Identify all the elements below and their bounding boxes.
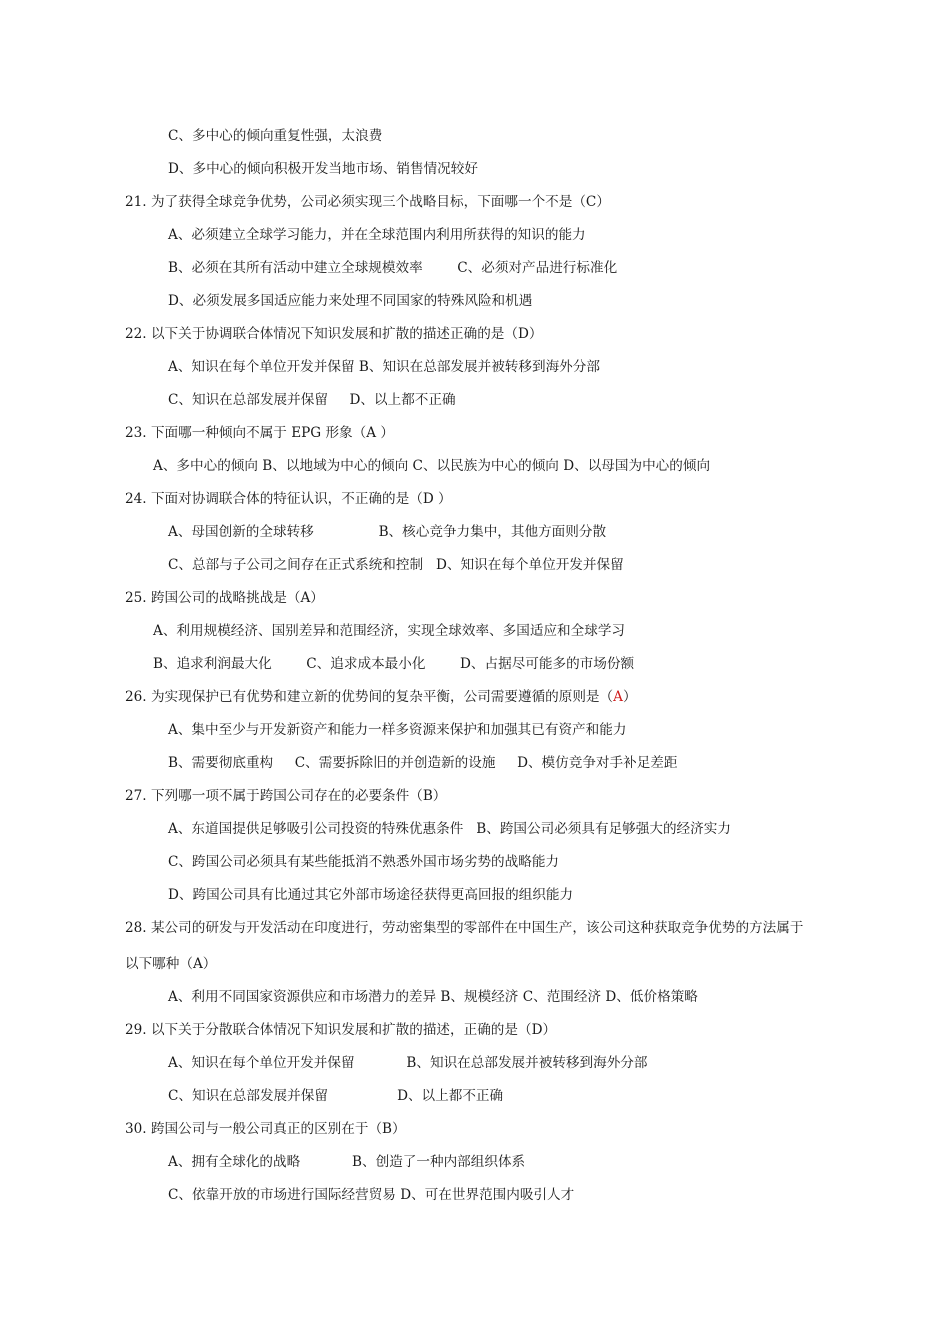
option-line: C、总部与子公司之间存在正式系统和控制 D、知识在每个单位开发并保留: [168, 557, 624, 573]
option-line: A、必须建立全球学习能力，并在全球范围内利用所获得的知识的能力: [168, 227, 586, 243]
option-line: C、知识在总部发展并保留 D、以上都不正确: [168, 392, 456, 408]
option-line: C、知识在总部发展并保留 D、以上都不正确: [168, 1088, 504, 1104]
option-line: D、必须发展多国适应能力来处理不同国家的特殊风险和机遇: [168, 293, 533, 309]
question-29: 29. 以下关于分散联合体情况下知识发展和扩散的描述，正确的是（D）: [125, 1022, 557, 1038]
question-30: 30. 跨国公司与一般公司真正的区别在于（B）: [125, 1121, 406, 1137]
option-line: D、跨国公司具有比通过其它外部市场途径获得更高回报的组织能力: [168, 887, 574, 903]
question-26-text: 26. 为实现保护已有优势和建立新的优势间的复杂平衡，公司需要遵循的原则是（: [125, 689, 614, 705]
option-line: B、追求利润最大化 C、追求成本最小化 D、占据尽可能多的市场份额: [153, 656, 635, 672]
question-27: 27. 下列哪一项不属于跨国公司存在的必要条件（B）: [125, 788, 447, 804]
option-line: A、多中心的倾向 B、以地域为中心的倾向 C、以民族为中心的倾向 D、以母国为中心的倾向: [153, 458, 711, 474]
question-23: 23. 下面哪一种倾向不属于 EPG 形象（A ）: [125, 425, 394, 441]
option-line: A、知识在每个单位开发并保留 B、知识在总部发展并被转移到海外分部: [168, 359, 600, 375]
question-21: 21. 为了获得全球竞争优势，公司必须实现三个战略目标，下面哪一个不是（C）: [125, 194, 610, 210]
option-line: A、东道国提供足够吸引公司投资的特殊优惠条件 B、跨国公司必须具有足够强大的经济实力: [168, 821, 731, 837]
question-28-cont: 以下哪种（A）: [125, 956, 217, 972]
option-line: A、知识在每个单位开发并保留 B、知识在总部发展并被转移到海外分部: [168, 1055, 648, 1071]
question-26-close: ）: [622, 689, 637, 705]
question-28: 28. 某公司的研发与开发活动在印度进行，劳动密集型的零部件在中国生产，该公司这种获取竞争优势的方法属于: [125, 920, 804, 936]
option-line: C、多中心的倾向重复性强，太浪费: [168, 128, 383, 144]
question-26: [0, 688, 950, 706]
option-line: B、必须在其所有活动中建立全球规模效率 C、必须对产品进行标准化: [168, 260, 618, 276]
question-24: 24. 下面对协调联合体的特征认识，不正确的是（D ）: [125, 491, 452, 507]
option-line: A、集中至少与开发新资产和能力一样多资源来保护和加强其已有资产和能力: [168, 722, 627, 738]
option-line: C、跨国公司必须具有某些能抵消不熟悉外国市场劣势的战略能力: [168, 854, 560, 870]
question-26-answer: A: [613, 689, 623, 705]
question-25: 25. 跨国公司的战略挑战是（A）: [125, 590, 324, 606]
option-line: A、利用不同国家资源供应和市场潜力的差异 B、规模经济 C、范围经济 D、低价格策略: [168, 989, 698, 1005]
option-line: A、拥有全球化的战略 B、创造了一种内部组织体系: [168, 1154, 526, 1170]
option-line: A、母国创新的全球转移 B、核心竞争力集中，其他方面则分散: [168, 524, 607, 540]
question-22: 22. 以下关于协调联合体情况下知识发展和扩散的描述正确的是（D）: [125, 326, 543, 342]
option-line: A、利用规模经济、国别差异和范围经济，实现全球效率、多国适应和全球学习: [153, 623, 626, 639]
option-line: C、依靠开放的市场进行国际经营贸易 D、可在世界范围内吸引人才: [168, 1187, 575, 1203]
option-line: D、多中心的倾向积极开发当地市场、销售情况较好: [168, 161, 478, 177]
option-line: B、需要彻底重构 C、需要拆除旧的并创造新的设施 D、模仿竞争对手补足差距: [168, 755, 678, 771]
